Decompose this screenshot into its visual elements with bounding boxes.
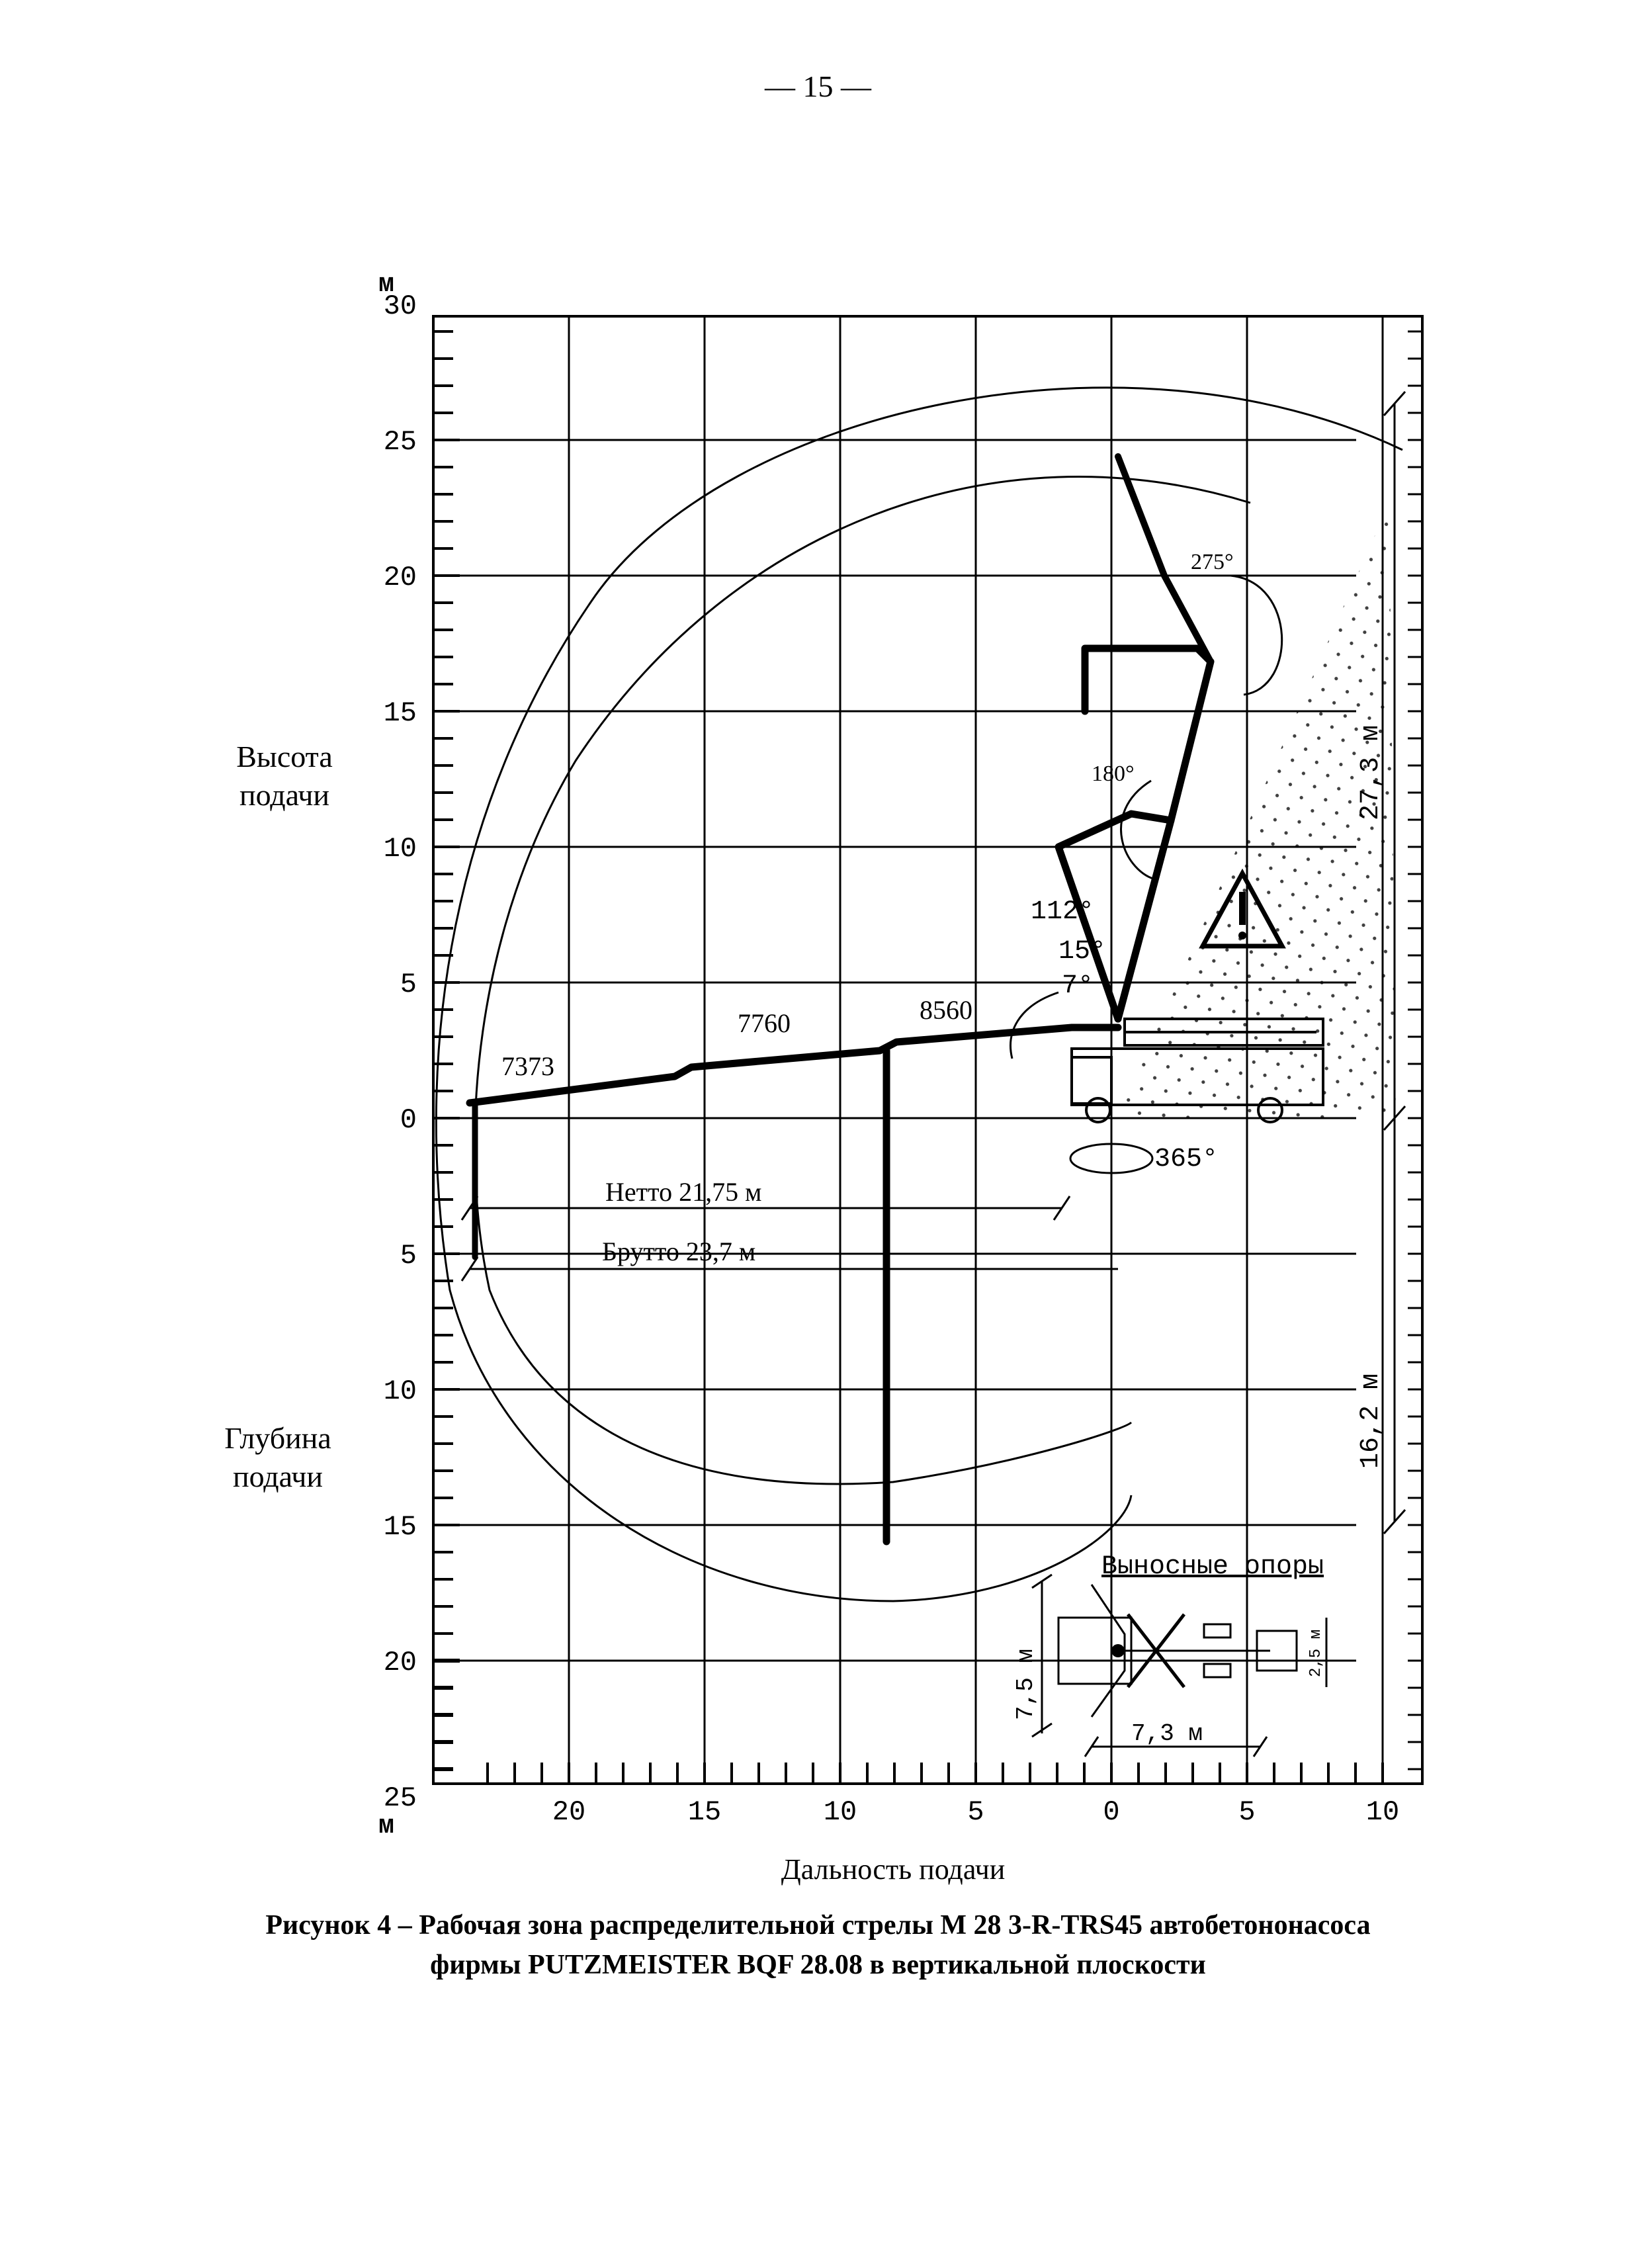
- net-reach-label: Нетто 21,75 м: [605, 1177, 762, 1207]
- gross-reach-label: Брутто 23,7 м: [602, 1237, 756, 1266]
- outrigger-width: 7,3 м: [1131, 1720, 1203, 1747]
- angle-180: 180°: [1092, 762, 1135, 786]
- segment-length-1: 7373: [501, 1051, 554, 1081]
- x-tick-label: 20: [552, 1796, 586, 1828]
- y-tick-label: 5: [400, 969, 417, 1000]
- turn-arc-112: [1011, 992, 1058, 1059]
- x-tick-labels: [552, 1796, 1399, 1828]
- y-tick-label: 5: [400, 1240, 417, 1272]
- angle-15: 15°: [1058, 937, 1107, 967]
- x-tick-label: 5: [967, 1796, 984, 1828]
- y-tick-label: 25: [383, 1782, 417, 1814]
- boom-horizontal: [470, 1027, 1118, 1103]
- x-tick-label: 10: [823, 1796, 857, 1828]
- x-tick-label: 10: [1365, 1796, 1400, 1828]
- y-tick-label: 15: [383, 697, 417, 729]
- x-tick-label: 0: [1103, 1796, 1120, 1828]
- segment-length-3: 8560: [920, 995, 972, 1025]
- outrigger-inset: [1012, 1552, 1326, 1757]
- x-axis-title: Дальность подачи: [781, 1853, 1006, 1886]
- x-tick-label: 15: [687, 1796, 722, 1828]
- danger-zone-hatch: [1118, 503, 1396, 1118]
- y-tick-label: 20: [383, 562, 417, 593]
- reach-dimensions: [462, 1196, 1118, 1281]
- segment-length-2: 7760: [738, 1008, 791, 1038]
- caption-line-2: фирмы PUTZMEISTER BQF 28.08 в вертикальной плоскости: [430, 1950, 1206, 1980]
- y-tick-labels: [384, 290, 417, 1814]
- x-tick-label: 5: [1238, 1796, 1256, 1828]
- turn-circle-180: [1121, 781, 1158, 880]
- angle-7: 7°: [1062, 971, 1094, 1001]
- y-tick-label: 30: [383, 290, 417, 322]
- y-tick-label: 20: [383, 1647, 417, 1679]
- angle-365: 365°: [1154, 1145, 1219, 1174]
- outrigger-front: 2,5 м: [1307, 1629, 1325, 1677]
- x-unit-label: м: [378, 1811, 395, 1841]
- turn-circle-275: [1230, 576, 1282, 695]
- y-tick-label: 15: [383, 1511, 417, 1543]
- y-tick-label: 10: [383, 1375, 417, 1407]
- angle-275: 275°: [1191, 550, 1234, 574]
- y-tick-label: 0: [400, 1104, 417, 1136]
- y-tick-label: 10: [383, 833, 417, 865]
- y-unit-label: м: [378, 270, 395, 300]
- outrigger-title: Выносные опоры: [1101, 1552, 1324, 1582]
- caption-line-1: Рисунок 4 – Рабочая зона распределительной стрелы М 28 3-R-TRS45 автобетононасоса: [265, 1910, 1371, 1941]
- outrigger-length: 7,5 м: [1012, 1648, 1039, 1720]
- angle-112: 112°: [1031, 897, 1095, 927]
- depth-label: Глубина подачи: [224, 1421, 331, 1493]
- max-depth-label: 16,2 м: [1356, 1373, 1386, 1469]
- y-tick-label: 25: [383, 426, 417, 458]
- page-number: — 15 —: [765, 69, 871, 103]
- figure-caption: [132, 1905, 1504, 1985]
- inner-envelope-arc: [475, 476, 1250, 1483]
- height-label: Высота подачи: [236, 740, 333, 812]
- max-height-label: 27,3 м: [1356, 724, 1386, 820]
